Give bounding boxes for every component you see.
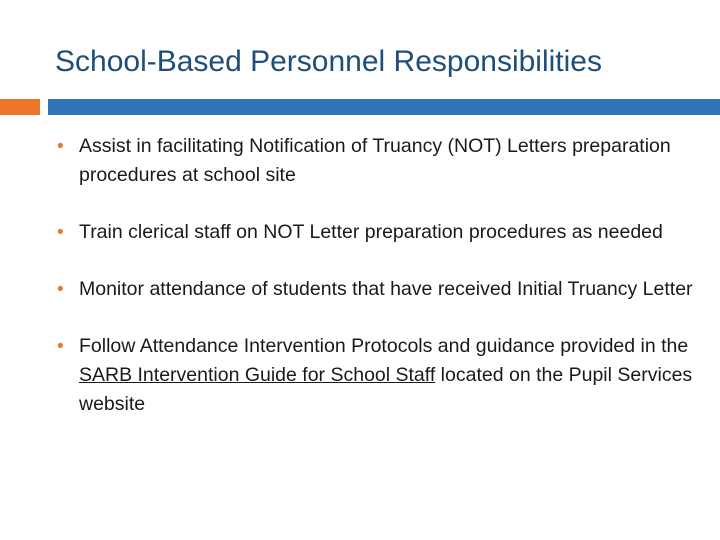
bullet-item bbox=[55, 132, 695, 190]
bullet-item bbox=[55, 332, 695, 419]
accent-bar bbox=[0, 99, 40, 115]
bullet-text bbox=[79, 335, 692, 415]
bullet-text: Assist in facilitating Notification of Truancy (NOT) Letters preparation procedures at school site bbox=[79, 135, 671, 186]
bullet-dot-icon: • bbox=[57, 136, 64, 157]
bullet-list bbox=[55, 132, 695, 419]
bullet-dot-icon: • bbox=[57, 336, 64, 357]
sarb-guide-link[interactable]: SARB Intervention Guide for School Staff bbox=[79, 364, 436, 386]
bullet-item bbox=[55, 275, 695, 304]
bullet-dot-icon: • bbox=[57, 279, 64, 300]
title-rule bbox=[48, 99, 720, 115]
bullet-text: Monitor attendance of students that have received Initial Truancy Letter bbox=[79, 278, 693, 300]
bullet-text-before-link: Follow Attendance Intervention Protocols and guidance provided in the bbox=[79, 335, 689, 357]
bullet-text: Train clerical staff on NOT Letter preparation procedures as needed bbox=[79, 221, 663, 243]
slide-title: School-Based Personnel Responsibilities bbox=[55, 45, 602, 78]
bullet-text-after-link: located on the Pupil Services website bbox=[79, 364, 693, 415]
bullet-dot-icon: • bbox=[57, 222, 64, 243]
bullet-item bbox=[55, 218, 695, 247]
